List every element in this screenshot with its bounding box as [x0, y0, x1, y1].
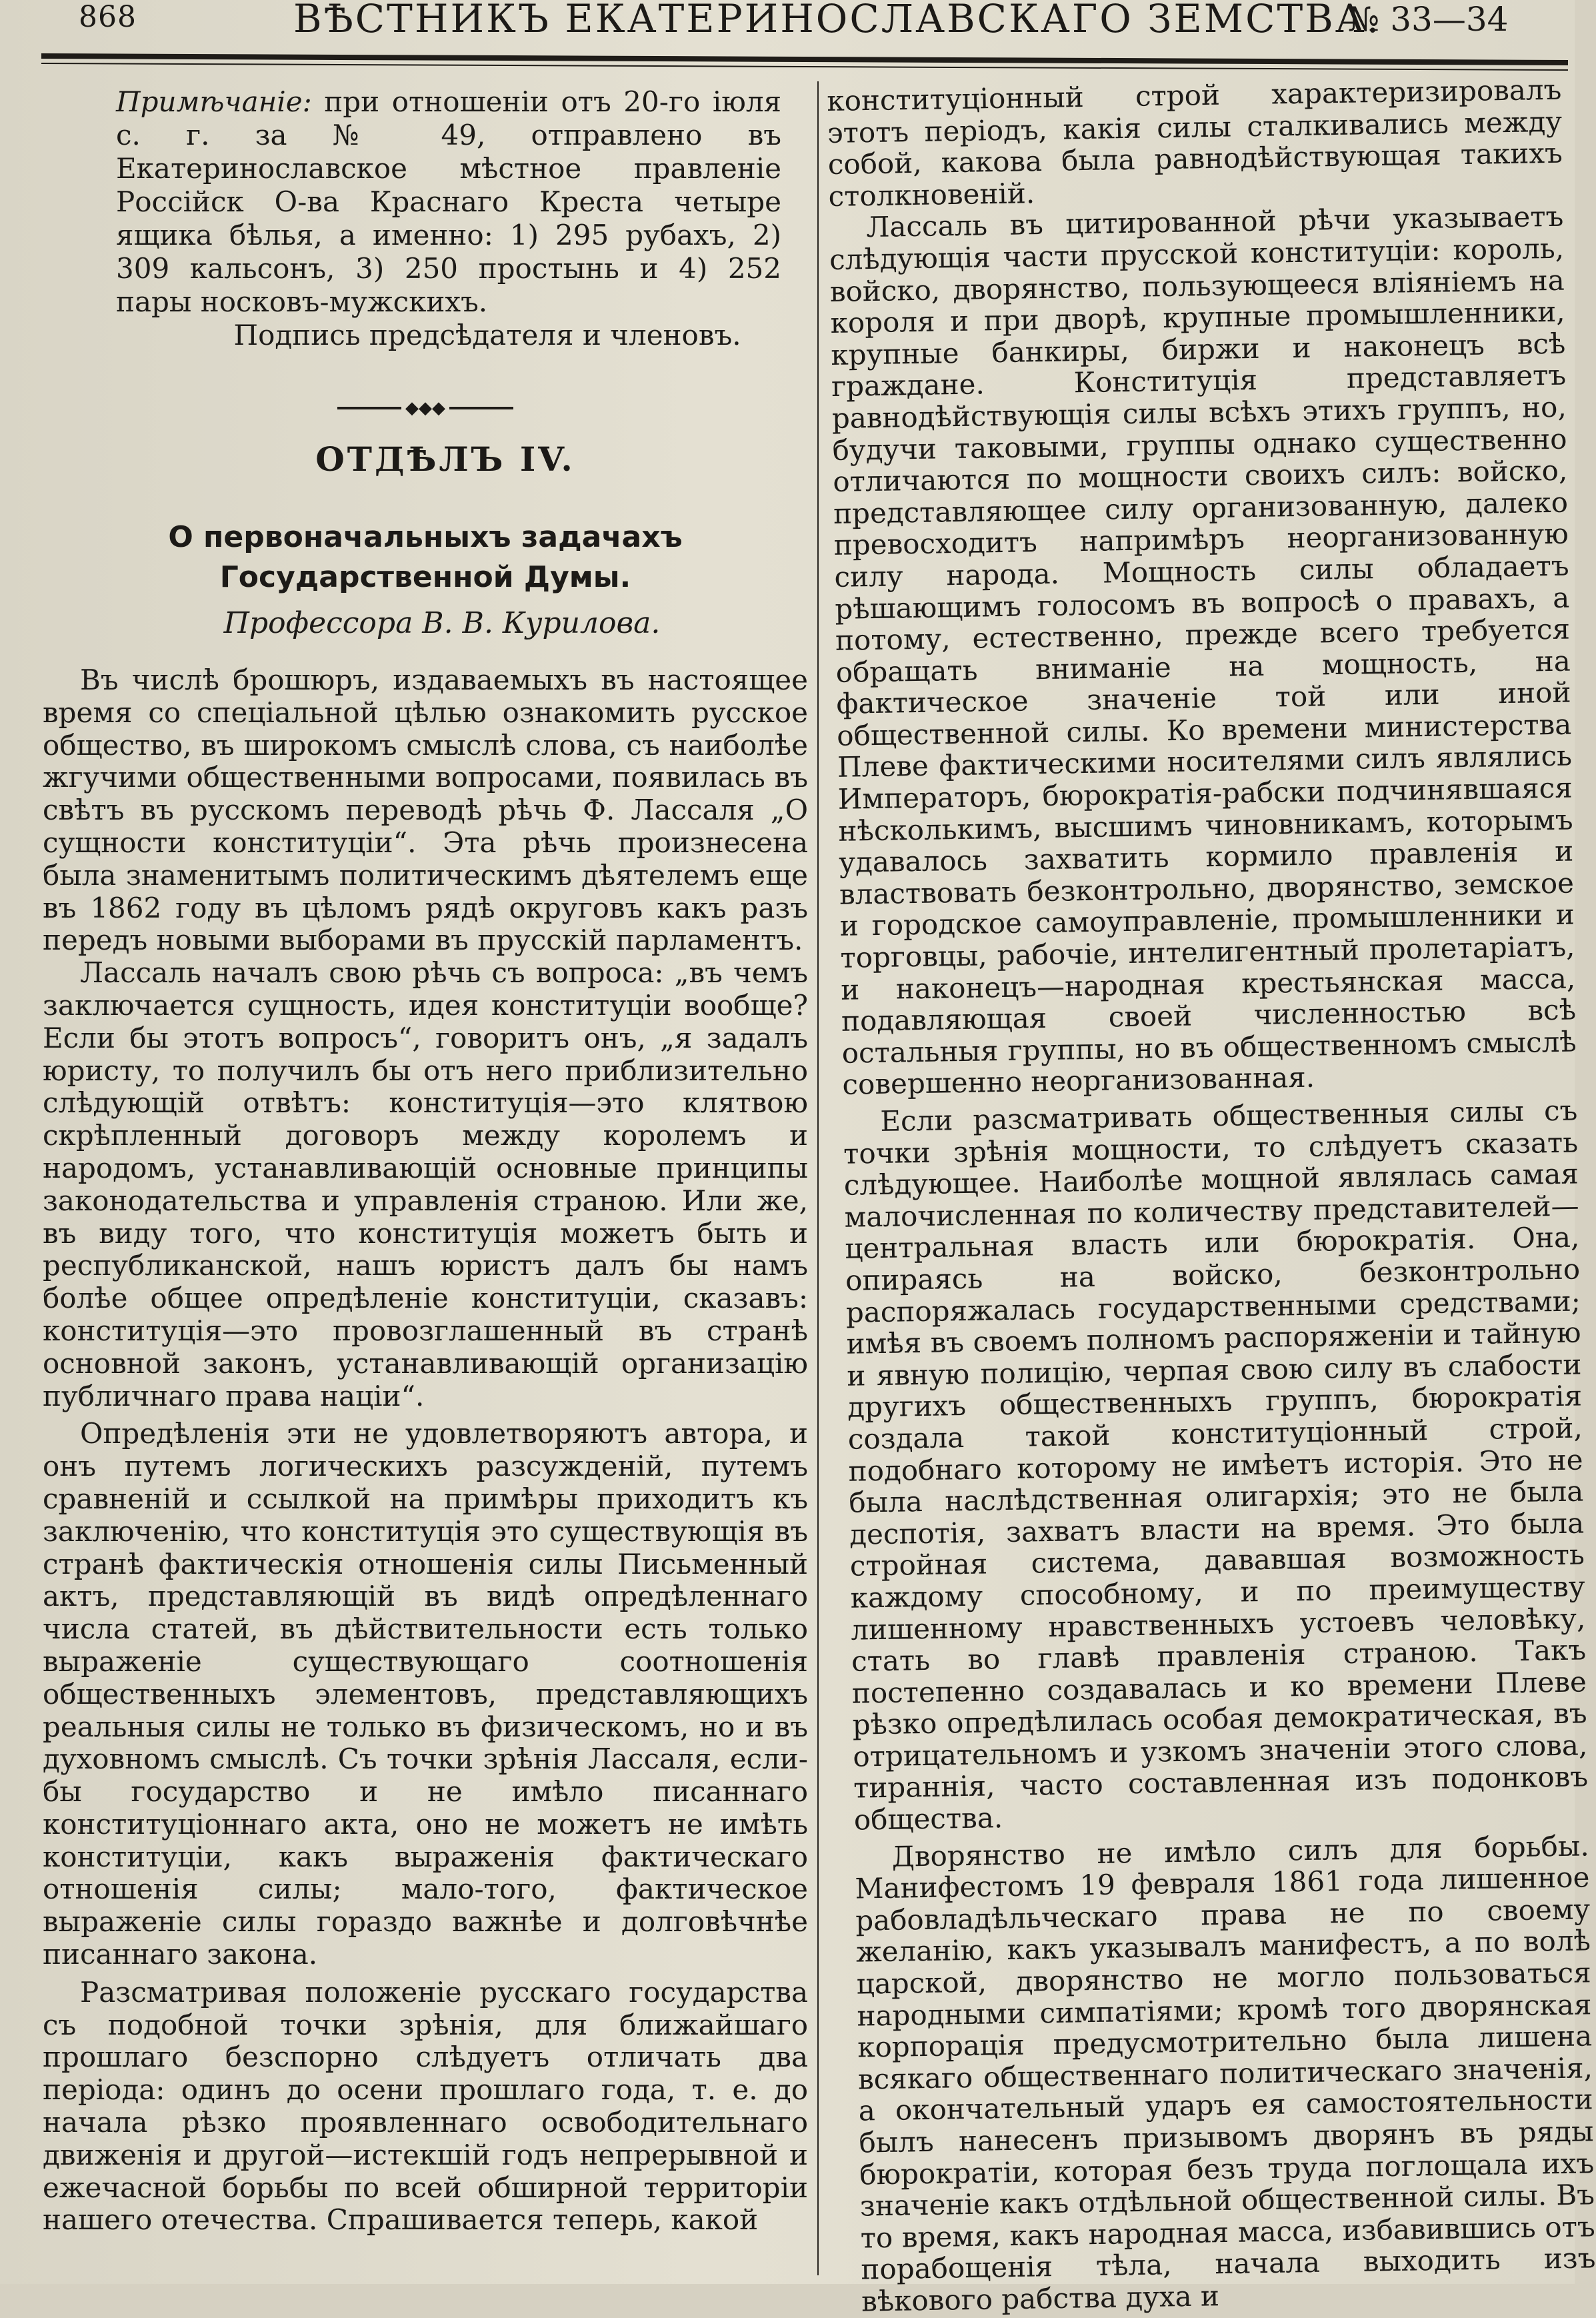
note-block	[43, 85, 808, 352]
note-text: при отношенiи отъ 20-го іюля с. г. за № 49, отправлено въ Екатеринославское мѣстное правленіе Россійск О-ва Краснаго Креста четыре ящика бѣлья, а именно: 1) 295 рубахъ, 2) 309 кальсонъ, 3) 250 простынь и 4) 252 пары носковъ-мужскихъ.	[116, 85, 781, 318]
note-paragraph	[116, 85, 781, 319]
journal-title: ВѢСТНИКЪ ЕКАТЕРИНОСЛАВСКАГО ЗЕМСТВА.	[293, 0, 1381, 41]
right-paragraph-3: Если разсматривать общественныя силы съ точки зрѣнія мощности, то слѣдуетъ сказать слѣдующее. Наиболѣе мощной являлась самая малочисленная по количеству представителей—центральная власть или бюрократія. Она, опираясь на войско, безконтрольно распоряжалась государственными средствами; имѣя въ своемъ полномъ распоряженіи и тайную и явную полицію, черпая свою силу въ слабости другихъ общественныхъ группъ, бюрократія создала такой конституціонный строй, подобнаго которому не имѣетъ исторія. Это не была наслѣдственная олигархія; это не была деспотія, захватъ власти на время. Это была стройная система, дававшая возможность каждому способному, и по преимуществу лишенному нравственныхъ устоевъ человѣку, стать во главѣ правленія страною. Такъ постепенно создавалась и ко времени Плеве рѣзко опредѣлилась особая демократическая, въ отрицательномъ и узкомъ значеніи этого слова, тираннія, часто составленная изъ подонковъ общества.	[843, 1094, 1589, 1837]
column-divider	[817, 81, 819, 2275]
right-paragraph-2: Лассаль въ цитированной рѣчи указываетъ слѣдующія части прусской конституціи: король, войско, дворянство, пользующееся вліяніемъ на короля и при дворѣ, крупные промышленники, крупные банкиры, биржи и наконецъ всѣ граждане. Конституція представляетъ равнодѣйствующія силы всѣхъ этихъ группъ, но, будучи таковыми, группы однако существенно отличаются по мощности своихъ силъ: войско, представляющее силу организованную, далеко превосходитъ напримѣръ неорганизованную силу народа. Мощность силы обладаетъ рѣшающимъ голосомъ въ вопросѣ о правахъ, а потому, естественно, прежде всего требуется обращать вниманіе на мощность, на фактическое значеніе той или иной общественной силы. Ко времени министерства Плеве фактическими носителями силъ являлись Императоръ, бюрократія-рабски подчинявшаяся нѣсколькимъ, высшимъ чиновникамъ, которымъ удавалось захватить кормило правленія и властвовать безконтрольно, дворянство, земское и городское самоуправленіе, промышленники и торговцы, рабочіе, интелигентный пролетаріатъ, и наконецъ—народная крестьянская масса, подавляющая своей численностью всѣ остальныя группы, но въ общественномъ смыслѣ совершенно неорганизованная.	[829, 200, 1577, 1102]
issue-number: № 33—34	[1348, 0, 1509, 39]
ornament-center-icon: ◆◆◆	[405, 398, 445, 418]
right-paragraph-1: конституціонный строй характеризировалъ этотъ періодъ, какія силы сталкивались между собой, какова была равнодѣйствующая такихъ столкновеній.	[826, 73, 1563, 213]
article-byline: Профессора В. В. Курилова.	[223, 606, 661, 640]
right-paragraph-4: Дворянство не имѣло силъ для борьбы. Манифестомъ 19 февраля 1861 года лишенное рабовладѣльческаго права не по своему желанію, какъ указывалъ манифестъ, а по волѣ царской, дворянство не могло пользоваться народными симпатіями; кромѣ того дворянская корпорація предусмотрительно была лишена всякаго общественнаго политическаго значенія, а окончательный ударъ ея самостоятельности былъ нанесенъ призывомъ дворянъ въ ряды бюрократіи, которая безъ труда поглощала ихъ значеніе какъ отдѣльной общественной силы. Въ то время, какъ народная масса, избавившись отъ порабощенія тѣла, начала выходить изъ вѣкового рабства духа и	[855, 1829, 1596, 2318]
left-column-body	[43, 664, 808, 2237]
section-heading: ОТДѢЛЪ IV.	[315, 439, 575, 479]
article-title: О первоначальныхъ задачахъ Государственной Думы.	[168, 520, 683, 594]
left-paragraph-2: Лассаль началъ свою рѣчь съ вопроса: „въ чемъ заключается сущность, идея конституціи вообще? Если бы этотъ вопросъ“, говоритъ онъ, „я задалъ юристу, то получилъ бы отъ него приблизительно слѣдующій отвѣтъ: конституція—это клятвою скрѣпленный договоръ между королемъ и народомъ, устанавливающій основные принципы законодательства и управленія страною. Или же, въ виду того, что конституція можетъ быть и республиканской, нашъ юристъ далъ бы намъ болѣе общее опредѣленіе конституціи, сказавъ: конституція—это провозглашенный въ странѣ основной законъ, устанавливающій организацію публичнаго права націи“.	[43, 956, 808, 1412]
left-paragraph-1: Въ числѣ брошюръ, издаваемыхъ въ настоящее время со спеціальной цѣлью ознакомить русское общество, въ широкомъ смыслѣ слова, съ наиболѣе жгучими общественными вопросами, появилась въ свѣтъ въ русскомъ переводѣ рѣчь Ф. Лассаля „О сущности конституціи“. Эта рѣчь произнесена была знаменитымъ политическимъ дѣятелемъ еще въ 1862 году въ цѣломъ рядѣ округовъ какъ разъ передъ новыми выборами въ прусскій парламентъ.	[43, 664, 808, 957]
left-column	[43, 85, 808, 2237]
left-paragraph-4: Разсматривая положеніе русскаго государства съ подобной точки зрѣнія, для ближайшаго прошлаго безспорно слѣдуетъ отличать два періода: одинъ до осени прошлаго года, т. е. до начала рѣзко проявленнаго освободительнаго движенія и другой—истекшій годъ непрерывной и ежечасной борьбы по всей обширной территоріи нашего отечества. Спрашивается теперь, какой	[43, 1975, 808, 2237]
left-paragraph-3: Опредѣленія эти не удовлетворяютъ автора, и онъ путемъ логическихъ разсужденій, путемъ сравненій и ссылкой на примѣры приходитъ къ заключенію, что конституція это существующія въ странѣ фактическія отношенія силы Письменный актъ, представляющій въ видѣ опредѣленнаго числа статей, въ дѣйствительности есть только выраженіе существующаго соотношенія общественныхъ элементовъ, представляющихъ реальныя силы не только въ физическомъ, но и въ духовномъ смыслѣ. Съ точки зрѣнія Лассаля, если-бы государство и не имѣло писаннаго конституціоннаго акта, оно не можетъ не имѣть конституціи, какъ выраженія фактическаго отношенія силы; мало-того, фактическое выраженіе силы гораздо важнѣе и долговѣчнѣе писаннаго закона.	[43, 1417, 808, 1971]
note-label: Примѣчаніе:	[116, 85, 312, 118]
ornament-line-left	[337, 407, 401, 409]
page-number: 868	[79, 0, 137, 34]
ornament-line-right	[449, 407, 513, 409]
ornament-divider	[43, 389, 808, 418]
page-header	[0, 0, 1575, 52]
right-column	[827, 74, 1596, 2317]
note-signature: Подпись предсѣдателя и членовъ.	[233, 319, 741, 351]
